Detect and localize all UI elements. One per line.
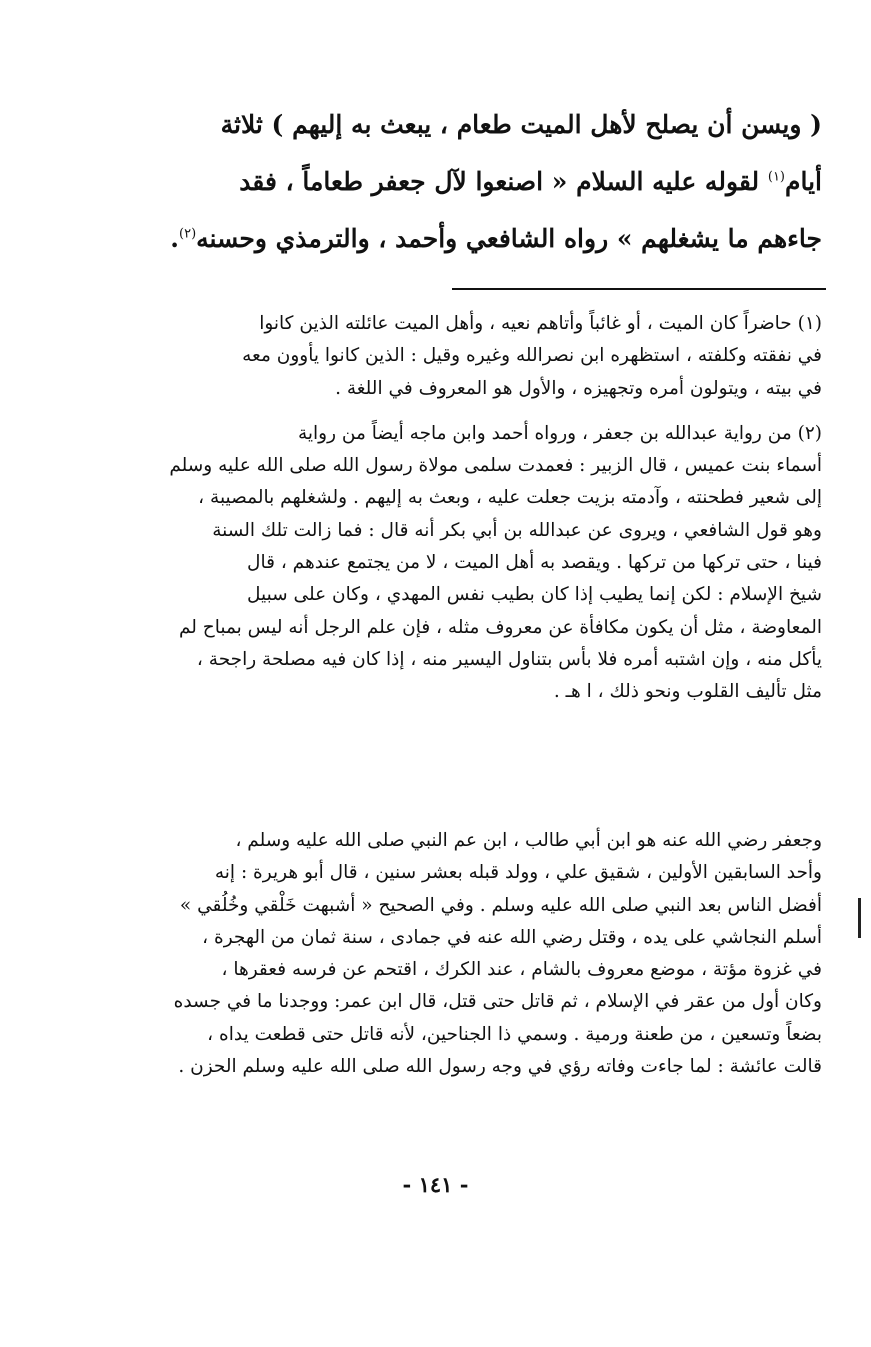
footnote-2-line: أسماء بنت عميس ، قال الزبير : فعمدت سلمى مولاة رسول الله صلى الله عليه وسلم — [169, 455, 822, 477]
footnote-1-line: (١) حاضراً كان الميت ، أو غائباً وأتاهم نعيه ، وأهل الميت عائلته الذين كانوا — [259, 313, 822, 334]
main-line-1: ( ويسن أن يصلح لأهل الميت طعام ، يبعث به إليهم ) ثلاثة — [220, 110, 822, 139]
main-line-3 — [96, 210, 822, 267]
footnote-separator — [452, 288, 826, 290]
main-line-2-text: لقوله عليه السلام « اصنعوا لآل جعفر طعاماً ، فقد — [239, 167, 760, 196]
footnote-2-line: المعاوضة ، مثل أن يكون مكافأة عن معروف مثله ، فإن علم الرجل أنه ليس بمباح لم — [178, 616, 822, 638]
main-text — [96, 96, 822, 267]
commentary-line: بضعاً وتسعين ، من طعنة ورمية . وسمي ذا الجناحين، لأنه قاتل حتى قطعت يداه ، — [207, 1023, 822, 1045]
main-line-2-lead: أيام — [785, 167, 822, 196]
footnote-2-line: وهو قول الشافعي ، ويروى عن عبدالله بن أبي بكر أنه قال : فما زالت تلك السنة — [212, 519, 822, 541]
commentary-line: وكان أول من عقر في الإسلام ، ثم قاتل حتى قتل، قال ابن عمر: ووجدنا ما في جسده — [173, 991, 822, 1013]
commentary-line: وجعفر رضي الله عنه هو ابن أبي طالب ، ابن عم النبي صلى الله عليه وسلم ، — [235, 830, 822, 851]
footnote-2-line: مثل تأليف القلوب ونحو ذلك ، ا هـ . — [553, 681, 822, 703]
footnote-2-line: يأكل منه ، وإن اشتبه أمره فلا بأس بتناول اليسير منه ، إذا كان فيه مصلحة راجحة ، — [196, 648, 822, 670]
footnote-2-line: شيخ الإسلام : لكن إنما يطيب إذا كان بطيب نفس المهدي ، وكان على سبيل — [247, 584, 822, 606]
commentary-paragraph — [96, 825, 822, 1083]
commentary-line: في غزوة مؤتة ، موضع معروف بالشام ، عند الكرك ، اقتحم عن فرسه فعقرها ، — [221, 959, 822, 981]
commentary-line: أسلم النجاشي على يده ، وقتل رضي الله عنه في جمادى ، سنة ثمان من الهجرة ، — [202, 926, 822, 948]
footnote-ref-1: (١) — [767, 169, 785, 185]
footnote-1-line: في بيته ، ويتولون أمره وتجهيزه ، والأول هو المعروف في اللغة . — [335, 377, 822, 399]
commentary-line: وأحد السابقين الأولين ، شقيق علي ، وولد قبله بعشر سنين ، قال أبو هريرة : إنه — [214, 862, 822, 884]
footnote-1-line: في نفقته وكلفته ، استظهره ابن نصرالله وغيره وقيل : الذين كانوا يأوون معه — [242, 345, 822, 367]
footnote-2-line: (٢) من رواية عبدالله بن جعفر ، ورواه أحمد وابن ماجه أيضاً من رواية — [297, 422, 822, 444]
footnote-2 — [96, 418, 822, 709]
binding-edge-mark — [858, 898, 861, 938]
commentary-line: قالت عائشة : لما جاءت وفاته رؤي في وجه رسول الله صلى الله عليه وسلم الحزن . — [178, 1056, 822, 1078]
footnote-2-line: فينا ، حتى تركها من تركها . ويقصد به أهل الميت ، لا من يجتمع عندهم ، قال — [247, 552, 822, 574]
main-line-2 — [96, 153, 822, 210]
footnote-2-line: إلى شعير فطحنته ، وآدمته بزيت جعلت عليه ، وبعث به إليهم . ولشغلهم بالمصيبة ، — [198, 487, 822, 509]
page-number: - ١٤١ - — [402, 1172, 469, 1197]
commentary-line: أفضل الناس بعد النبي صلى الله عليه وسلم . وفي الصحيح « أشبهت خَلْقي وخُلُقي » — [179, 894, 822, 916]
footnote-1 — [96, 308, 822, 405]
main-line-3-text: جاءهم ما يشغلهم » رواه الشافعي وأحمد ، والترمذي وحسنه — [196, 224, 822, 253]
footnotes — [96, 308, 822, 722]
footnote-ref-2: (٢) — [179, 226, 197, 242]
main-end-mark: . — [170, 224, 180, 253]
